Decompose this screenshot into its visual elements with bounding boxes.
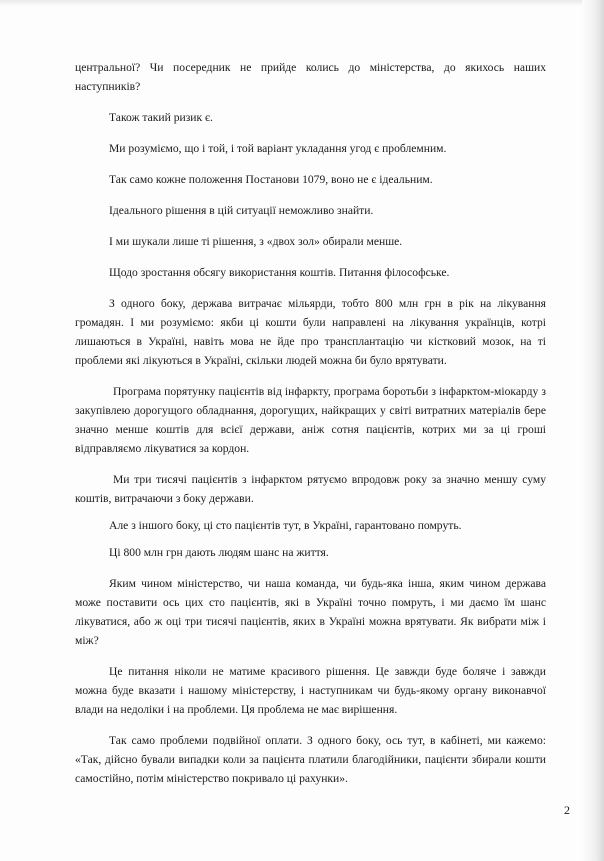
paragraph: Так само проблеми подвійної оплати. З одного боку, ось тут, в кабінеті, ми кажемо: «Так, дійсно бували випадки коли за пацієнта платили благодійники, пацієнти збирали кошти самостійно, потім міністерство покривало ці рахунки». [75, 734, 546, 785]
paragraph: Ми розуміємо, що і той, і той варіант укладання угод є проблемним. [109, 142, 447, 155]
paragraph: Ми три тисячі пацієнтів з інфарктом рятуємо впродовж року за значно меншу суму коштів, витрачаючи з боку держави. [75, 473, 546, 505]
paragraph: Але з іншого боку, ці сто пацієнтів тут, в Україні, гарантовано помруть. [109, 519, 462, 532]
paragraph: Щодо зростання обсягу використання коштів. Питання філософське. [109, 266, 450, 279]
paragraph: Програма порятунку пацієнтів від інфаркту, програма боротьби з інфарктом-міокарду з закупівлею дорогущого обладнання, дорогущих, найкращих у світі витратних матеріалів бере значно менше коштів для всієї держави, аніж сотня пацієнтів, котрих ми за ці гроші відправляємо лікуватися за кордон. [75, 385, 546, 455]
paragraph: Також такий ризик є. [109, 111, 213, 124]
paragraph: Яким чином міністерство, чи наша команда, чи будь-яка інша, яким чином держава може поставити ось цих сто пацієнтів, які в Україні точно помруть, і ми даємо їм шанс лікуватися, або ж оці три тисячі пацієнтів, яких в Україні можна врятувати. Як вибрати між і між? [75, 577, 546, 647]
paragraph: Ідеального рішення в цій ситуації неможливо знайти. [109, 204, 374, 217]
paragraph: Так само кожне положення Постанови 1079, воно не є ідеальним. [109, 173, 433, 186]
scan-shadow-right [582, 0, 604, 861]
scan-shadow-top [0, 0, 604, 6]
paragraph: І ми шукали лише ті рішення, з «двох зол» обирали менше. [109, 235, 403, 248]
paragraph: Це питання ніколи не матиме красивого рішення. Це завжди буде боляче і завжди можна буде вказати і нашому міністерству, і наступникам чи будь-якому органу виконавчої влади на недоліки і на проблеми. Ця проблема не має вирішення. [75, 665, 546, 716]
paragraph: З одного боку, держава витрачає мільярди, тобто 800 млн грн в рік на лікування громадян. І ми розуміємо: якби ці кошти були направлені на лікування українців, котрі лишаються в Україні, навіть мова не йде про трансплантацію чи кістковий мозок, на ті проблеми які лікуються в Україні, скільки людей можна би було врятувати. [75, 297, 546, 367]
paragraph: Ці 800 млн грн дають людям шанс на життя. [109, 546, 329, 559]
document-body [75, 58, 546, 788]
page-number: 2 [564, 803, 570, 817]
paragraph: центральної? Чи посередник не прийде колись до міністерства, до якихось наших наступників? [75, 61, 546, 93]
